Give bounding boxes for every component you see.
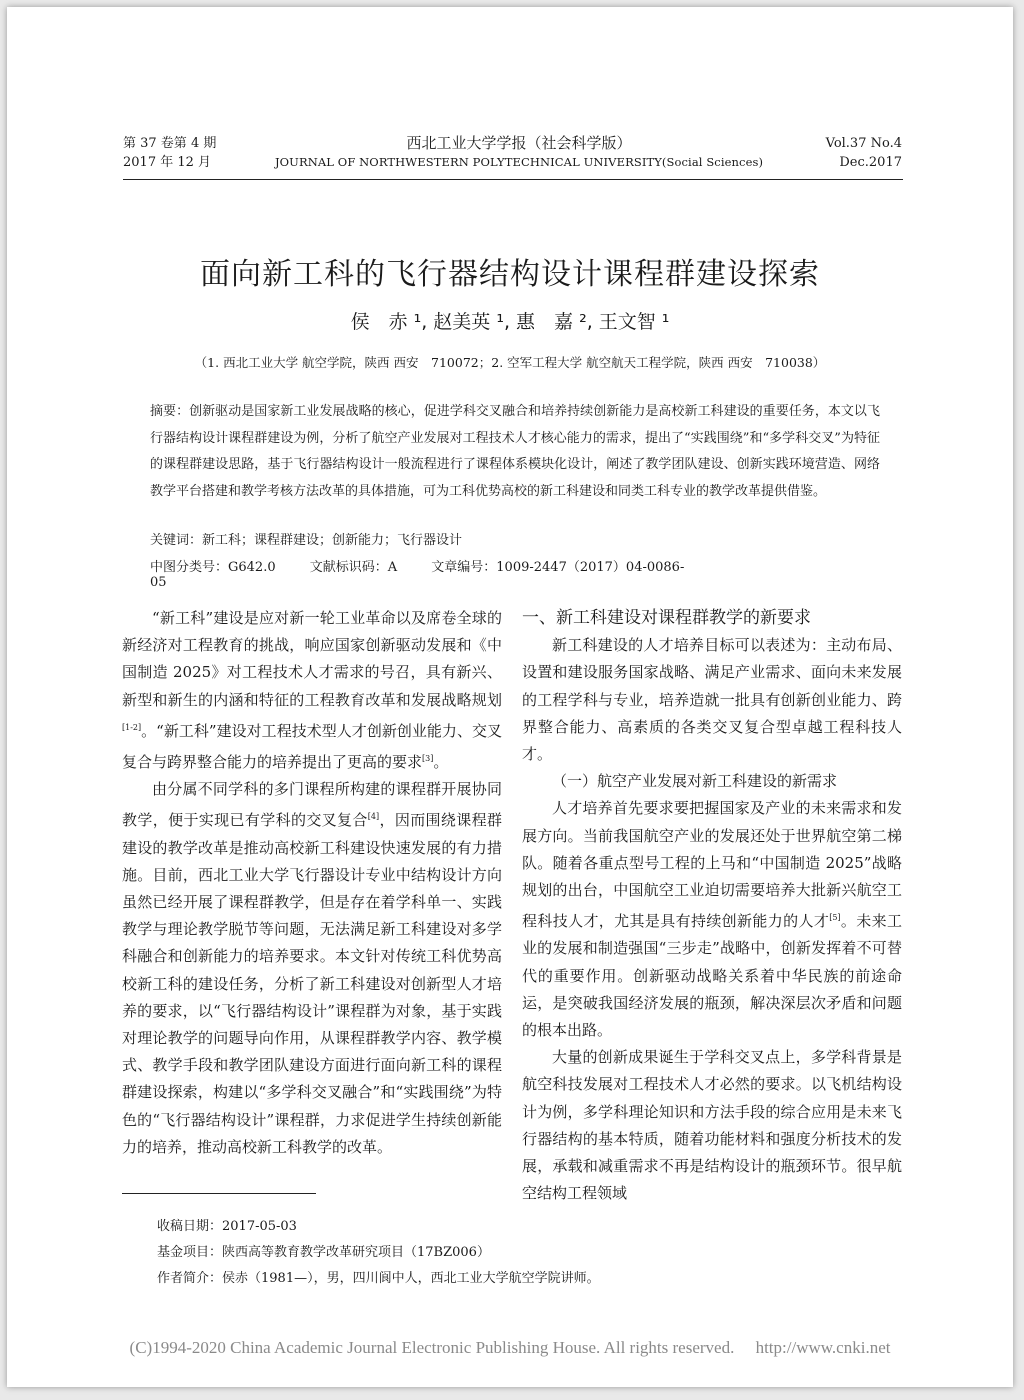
section-heading-1: 一、新工科建设对课程群教学的新要求 xyxy=(522,608,811,628)
author-list: 侯 赤 ¹, 赵美英 ¹, 惠 嘉 ², 王文智 ¹ xyxy=(350,311,670,333)
footnote-received: 收稿日期：2017-05-03 xyxy=(157,1219,297,1234)
clc-number: 中图分类号：G642.0 xyxy=(150,560,276,575)
citation[interactable]: [4] xyxy=(367,812,380,822)
section-paragraph-2: 人才培养首先要求要把握国家及产业的未来需求和发展方向。当前我国航空产业的发展还处于世界航空第二梯队。随着各重点型号工程的上马和“中国制造 2025”战略规划的出台，中国航空工业迫切需要培养大批新兴航空工程科技人才，尤其是具有持续创新能力的人才[5]。未来工业的发展和制造强国“三步走”战略中，创新发挥着不可替代的重要作用。创新驱动战略关系着中华民族的前途命运，是突破我国经济发展的瓶颈，解决深层次矛盾和问题的根本出路。 xyxy=(522,799,902,1040)
header-center xyxy=(237,134,801,172)
footnote-fund: 基金项目：陕西高等教育教学改革研究项目（17BZ006） xyxy=(157,1245,490,1260)
header-right xyxy=(787,134,902,172)
document-code: 文献标识码：A xyxy=(309,560,398,575)
paper-title: 面向新工科的飞行器结构设计课程群建设探索 xyxy=(200,257,820,292)
left-column xyxy=(122,605,502,1161)
date-en: Dec.2017 xyxy=(839,155,902,170)
journal-name-cn: 西北工业大学学报（社会科学版） xyxy=(406,134,632,152)
date-cn: 2017 年 12 月 xyxy=(123,155,212,170)
subsection-heading-1: （一）航空产业发展对新工科建设的新需求 xyxy=(552,772,838,791)
volume-cn: 第 37 卷第 4 期 xyxy=(123,136,217,151)
affiliation: （1. 西北工业大学 航空学院，陕西 西安 710072；2. 空军工程大学 航空航天工程学院，陕西 西安 710038） xyxy=(194,355,826,370)
footnote-author: 作者简介：侯赤（1981—），男，四川阆中人，西北工业大学航空学院讲师。 xyxy=(157,1271,600,1286)
keywords xyxy=(150,529,462,548)
keywords-text: 新工科；课程群建设；创新能力；飞行器设计 xyxy=(202,533,463,548)
citation[interactable]: [1-2] xyxy=(122,722,142,732)
abstract-text: 创新驱动是国家新工业发展战略的核心，促进学科交叉融合和培养持续创新能力是高校新工科建设的重要任务，本文以飞行器结构设计课程群建设为例，分析了航空产业发展对工程技术人才核心能力的需求，提出了“实践围绕”和“多学科交叉”为特征的课程群建设思路，基于飞行器结构设计一般流程进行了课程体系模块化设计，阐述了教学团队建设、创新实践环境营造、网络教学平台搭建和教学考核方法改革的具体措施，可为工科优势高校的新工科建设和同类工科专业的教学改革提供借鉴。 xyxy=(150,404,880,499)
copyright-watermark: (C)1994-2020 China Academic Journal Electronic Publishing House. All rights reserved. http://www.cnki.net xyxy=(129,1338,891,1357)
footnote-divider xyxy=(122,1193,316,1194)
article-number: 文章编号：1009-2447（2017）04-0086-05 xyxy=(150,560,685,590)
intro-paragraph-2: 由分属不同学科的多门课程所构建的课程群开展协同教学，便于实现已有学科的交叉复合[4]，因而围绕课程群建设的教学改革是推动高校新工科建设快速发展的有力措施。目前，西北工业大学飞行器设计专业中结构设计方向虽然已经开展了课程群教学，但是存在着学科单一、实践教学与理论教学脱节等问题，无法满足新工科建设对多学科融合和创新能力的培养要求。本文针对传统工科优势高校新工科的建设任务，分析了新工科建设对创新型人才培养的要求，以“飞行器结构设计”课程群为对象，基于实践对理论教学的问题导向作用，从课程群教学内容、教学模式、教学手段和教学团队建设方面进行面向新工科的课程群建设探索，构建以“多学科交叉融合”和“实践围绕”为特色的“飞行器结构设计”课程群，力求促进学生持续创新能力的培养，推动高校新工科教学的改革。 xyxy=(122,780,502,1156)
classification-line xyxy=(150,556,710,590)
abstract xyxy=(150,399,880,505)
section-paragraph-1: 新工科建设的人才培养目标可以表述为：主动布局、设置和建设服务国家战略、满足产业需求、面向未来发展的工程学科与专业，培养造就一批具有创新创业能力、跨界整合能力、高素质的各类交叉复合型卓越工程科技人才。 xyxy=(522,636,902,764)
citation[interactable]: [5] xyxy=(829,913,841,923)
abstract-label: 摘要： xyxy=(150,404,190,419)
paper-page xyxy=(7,7,1013,1387)
header-divider xyxy=(123,179,903,180)
journal-name-en: JOURNAL OF NORTHWESTERN POLYTECHNICAL UNIVERSITY(Social Sciences) xyxy=(274,155,764,169)
volume-en: Vol.37 No.4 xyxy=(825,136,902,151)
intro-paragraph-1: “新工科”建设是应对新一轮工业革命以及席卷全球的新经济对工程教育的挑战，响应国家创新驱动发展和《中国制造 2025》对工程技术人才需求的号召，具有新兴、新型和新生的内涵和特征的工程教育改革和发展战略规划[1-2]。“新工科”建设对工程技术型人才创新创业能力、交叉复合与跨界整合能力的培养提出了更高的要求[3]。 xyxy=(122,609,502,772)
section-paragraph-3: 大量的创新成果诞生于学科交叉点上，多学科背景是航空科技发展对工程技术人才必然的要求。以飞机结构设计为例，多学科理论知识和方法手段的综合应用是未来飞行器结构的基本特质，随着功能材料和强度分析技术的发展，承载和减重需求不再是结构设计的瓶颈环节。很早航空结构工程领域 xyxy=(522,1048,902,1203)
header-left xyxy=(123,134,216,172)
citation[interactable]: [3] xyxy=(422,754,434,764)
keywords-label: 关键词： xyxy=(150,533,203,548)
right-column xyxy=(522,605,902,1207)
